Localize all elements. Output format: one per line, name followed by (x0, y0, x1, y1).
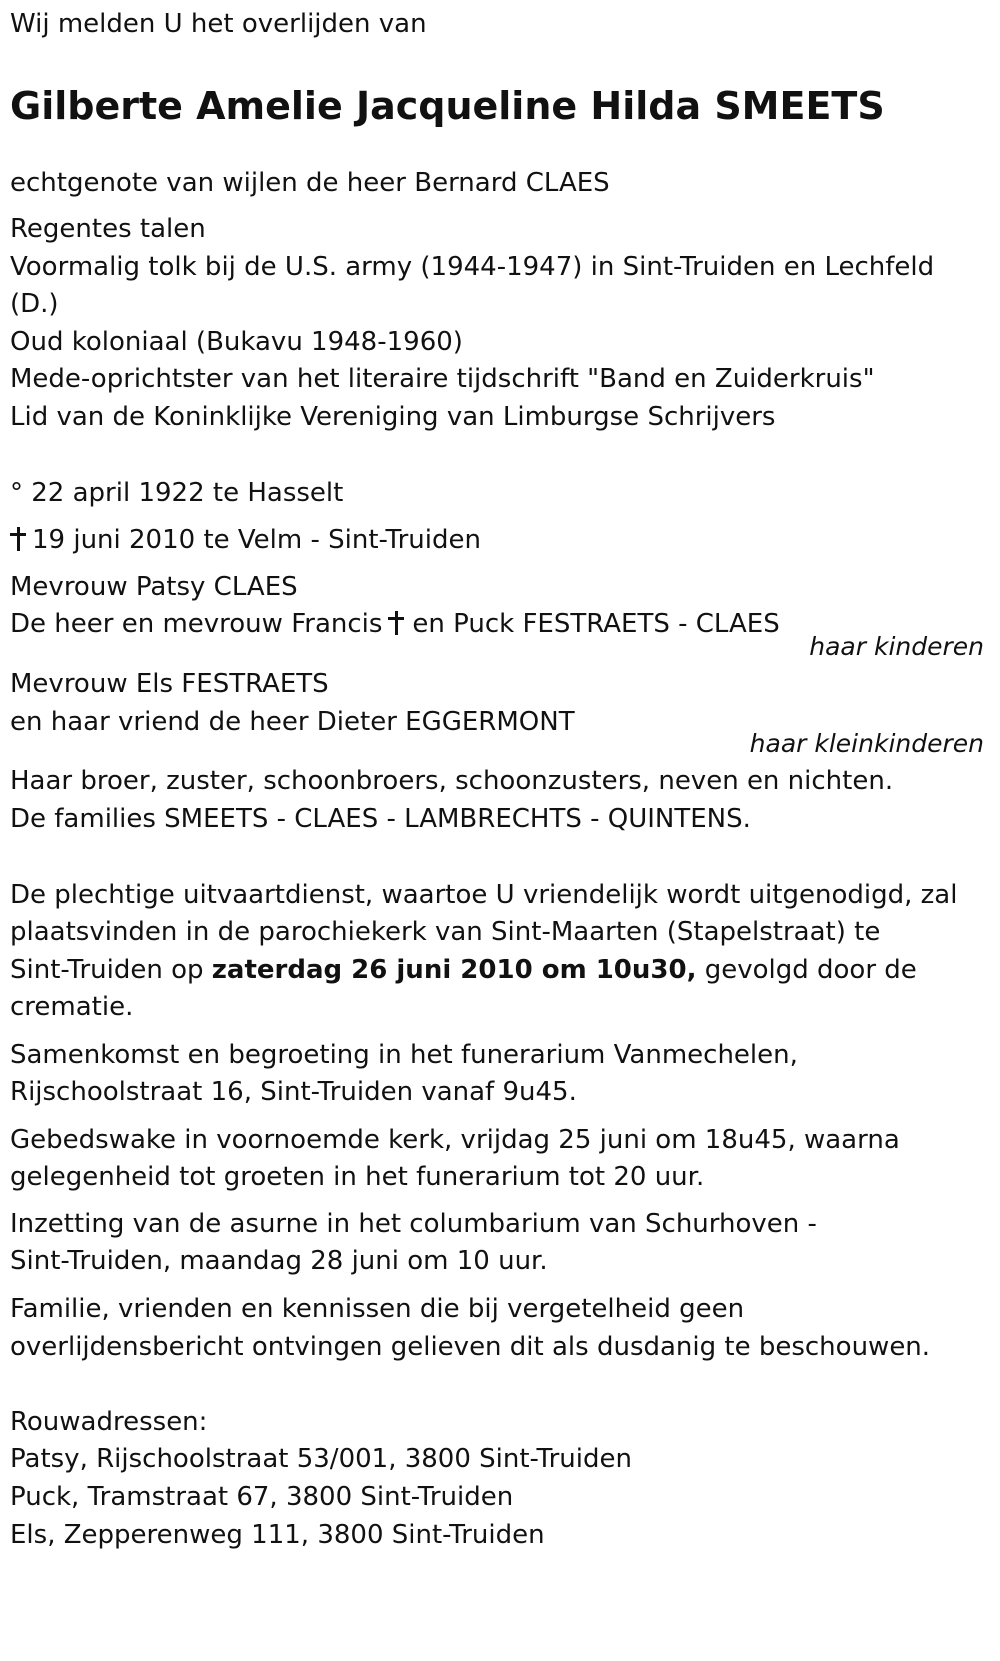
gathering-line-2: Rijschoolstraat 16, Sint-Truiden vanaf 9u45. (10, 1077, 577, 1107)
bio-line-6: Lid van de Koninklijke Vereniging van Limburgse Schrijvers (10, 402, 776, 432)
birth-date: ° 22 april 1922 te Hasselt (10, 478, 344, 508)
address-item: Els, Zepperenweg 111, 3800 Sint-Truiden (10, 1520, 545, 1550)
cross-icon (10, 527, 26, 551)
service-line-3-part-a: Sint-Truiden op (10, 955, 212, 985)
bio-line-1: Regentes talen (10, 214, 206, 244)
notice-line-1: Familie, vrienden en kennissen die bij vergetelheid geen (10, 1294, 745, 1324)
wake-line-1: Gebedswake in voornoemde kerk, vrijdag 25 juni om 18u45, waarna (10, 1125, 900, 1155)
grandchild-line-1: Mevrouw Els FESTRAETS (10, 669, 329, 699)
child-line-1: Mevrouw Patsy CLAES (10, 572, 298, 602)
service-line-4: crematie. (10, 992, 134, 1022)
service-line-1: De plechtige uitvaartdienst, waartoe U vriendelijk wordt uitgenodigd, zal (10, 880, 958, 910)
address-item: Puck, Tramstraat 67, 3800 Sint-Truiden (10, 1482, 514, 1512)
wake-line-2: gelegenheid tot groeten in het funerarium tot 20 uur. (10, 1162, 705, 1192)
cross-icon (388, 611, 404, 635)
relatives-line-1: Haar broer, zuster, schoonbroers, schoonzusters, neven en nichten. (10, 766, 894, 796)
gathering-line-1: Samenkomst en begroeting in het funerarium Vanmechelen, (10, 1040, 798, 1070)
service-line-3 (10, 954, 917, 986)
intro-text: Wij melden U het overlijden van (10, 9, 427, 39)
service-date-time: zaterdag 26 juni 2010 om 10u30, (211, 955, 697, 985)
address-item: Patsy, Rijschoolstraat 53/001, 3800 Sint-Truiden (10, 1444, 632, 1474)
urn-line-1: Inzetting van de asurne in het columbarium van Schurhoven - (10, 1209, 817, 1239)
bio-line-4: Oud koloniaal (Bukavu 1948-1960) (10, 327, 463, 357)
child-line-2 (10, 608, 780, 640)
notice-line-2: overlijdensbericht ontvingen gelieven dit als dusdanig te beschouwen. (10, 1332, 931, 1362)
addresses-heading: Rouwadressen: (10, 1407, 208, 1437)
deceased-name: Gilberte Amelie Jacqueline Hilda SMEETS (10, 84, 885, 128)
death-date-line (10, 524, 481, 556)
grandchildren-label: haar kleinkinderen (749, 729, 984, 758)
grandchild-line-2: en haar vriend de heer Dieter EGGERMONT (10, 707, 575, 737)
child-line-2-part-b: en Puck FESTRAETS - CLAES (412, 609, 780, 639)
death-date: 19 juni 2010 te Velm - Sint-Truiden (32, 525, 481, 555)
urn-line-2: Sint-Truiden, maandag 28 juni om 10 uur. (10, 1246, 548, 1276)
bio-line-2: Voormalig tolk bij de U.S. army (1944-1947) in Sint-Truiden en Lechfeld (10, 252, 935, 282)
child-line-2-part-a: De heer en mevrouw Francis (10, 609, 383, 639)
spouse-line: echtgenote van wijlen de heer Bernard CLAES (10, 168, 610, 198)
service-line-3-part-c: gevolgd door de (696, 955, 917, 985)
children-label: haar kinderen (809, 632, 984, 661)
bio-line-5: Mede-oprichtster van het literaire tijdschrift "Band en Zuiderkruis" (10, 364, 875, 394)
relatives-line-2: De families SMEETS - CLAES - LAMBRECHTS - QUINTENS. (10, 804, 751, 834)
service-line-2: plaatsvinden in de parochiekerk van Sint-Maarten (Stapelstraat) te (10, 917, 881, 947)
bio-line-3: (D.) (10, 289, 59, 319)
